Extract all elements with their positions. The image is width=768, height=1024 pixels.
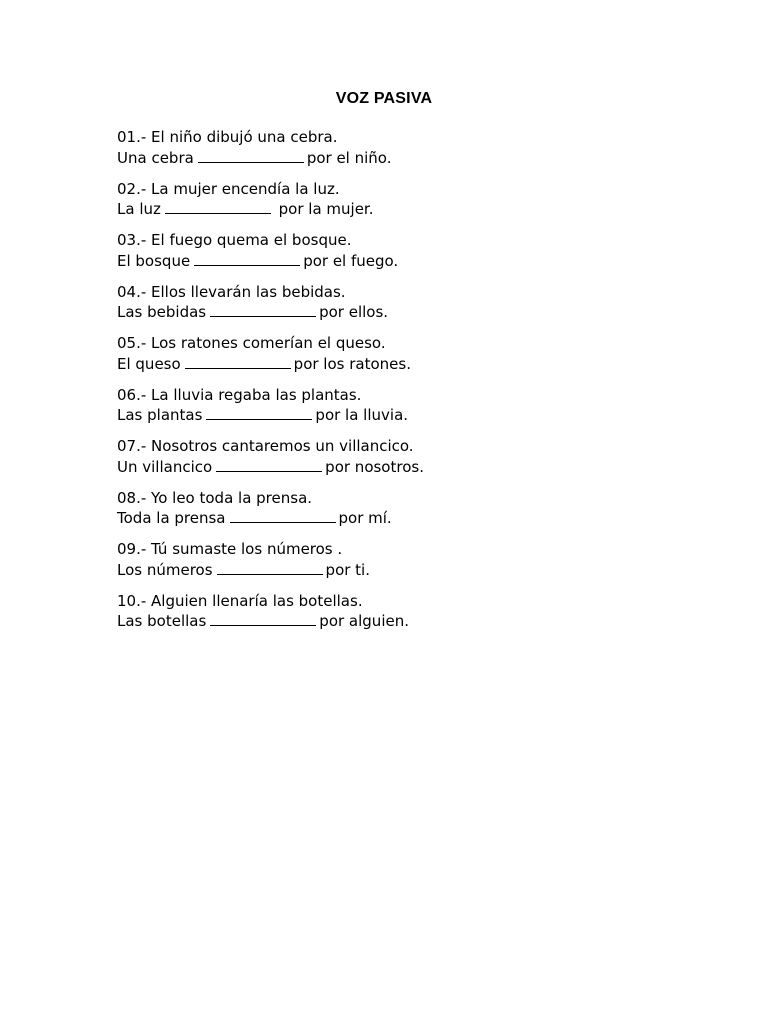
passive-subject: Una cebra [117, 148, 194, 167]
passive-sentence [117, 148, 677, 169]
active-sentence: 08.- Yo leo toda la prensa. [117, 488, 313, 507]
passive-sentence [117, 457, 677, 478]
exercise-item-04 [117, 282, 677, 323]
answer-blank[interactable] [198, 150, 304, 163]
passive-agent: por nosotros. [325, 457, 424, 476]
exercise-item-01 [117, 127, 677, 168]
passive-subject: Las botellas [117, 612, 207, 630]
passive-sentence [117, 560, 677, 581]
exercise-item-09 [117, 539, 677, 580]
exercise-item-05 [117, 333, 677, 374]
answer-blank[interactable] [165, 201, 271, 214]
passive-agent: por ellos. [319, 303, 389, 321]
passive-subject: Las plantas [117, 406, 203, 424]
passive-sentence [117, 302, 677, 323]
active-sentence: 09.- Tú sumaste los números . [117, 540, 343, 558]
exercise-item-02 [117, 179, 677, 220]
active-sentence: 04.- Ellos llevarán las bebidas. [117, 282, 346, 301]
passive-agent: por los ratones. [293, 354, 411, 373]
answer-blank[interactable] [230, 510, 336, 523]
active-sentence: 03.- El fuego quema el bosque. [117, 231, 352, 249]
passive-agent: por la mujer. [273, 200, 374, 218]
active-sentence: 02.- La mujer encendía la luz. [117, 179, 340, 198]
passive-agent: por alguien. [319, 612, 409, 630]
passive-agent: por el fuego. [303, 251, 399, 270]
passive-subject: Los números [117, 560, 213, 579]
exercise-item-06 [117, 385, 677, 426]
exercise-item-08 [117, 488, 677, 529]
active-sentence: 07.- Nosotros cantaremos un villancico. [117, 437, 414, 455]
answer-blank[interactable] [206, 407, 312, 420]
passive-subject: Las bebidas [117, 303, 207, 321]
passive-sentence [117, 354, 677, 375]
active-sentence: 06.- La lluvia regaba las plantas. [117, 385, 362, 404]
exercise-item-10 [117, 591, 677, 632]
passive-subject: Toda la prensa [117, 509, 226, 527]
answer-blank[interactable] [216, 459, 322, 472]
answer-blank[interactable] [185, 356, 291, 369]
passive-subject: El bosque [117, 251, 191, 270]
passive-sentence [117, 199, 677, 220]
exercise-item-03 [117, 230, 677, 271]
passive-agent: por el niño. [306, 148, 392, 167]
exercise-list [117, 127, 677, 642]
passive-sentence [117, 251, 677, 272]
passive-subject: Un villancico [117, 457, 213, 476]
active-sentence: 10.- Alguien llenaría las botellas. [117, 591, 363, 610]
page-title: VOZ PASIVA [335, 90, 433, 107]
passive-agent: por la lluvia. [315, 406, 409, 424]
passive-agent: por mí. [338, 509, 392, 527]
answer-blank[interactable] [217, 562, 323, 575]
passive-subject: La luz [117, 200, 161, 218]
active-sentence: 01.- El niño dibujó una cebra. [117, 128, 338, 146]
answer-blank[interactable] [210, 613, 316, 626]
active-sentence: 05.- Los ratones comerían el queso. [117, 334, 386, 352]
exercise-item-07 [117, 436, 677, 477]
passive-sentence [117, 611, 677, 632]
passive-sentence [117, 405, 677, 426]
answer-blank[interactable] [194, 253, 300, 266]
passive-subject: El queso [117, 354, 181, 373]
passive-sentence [117, 508, 677, 529]
answer-blank[interactable] [210, 304, 316, 317]
passive-agent: por ti. [325, 560, 370, 579]
